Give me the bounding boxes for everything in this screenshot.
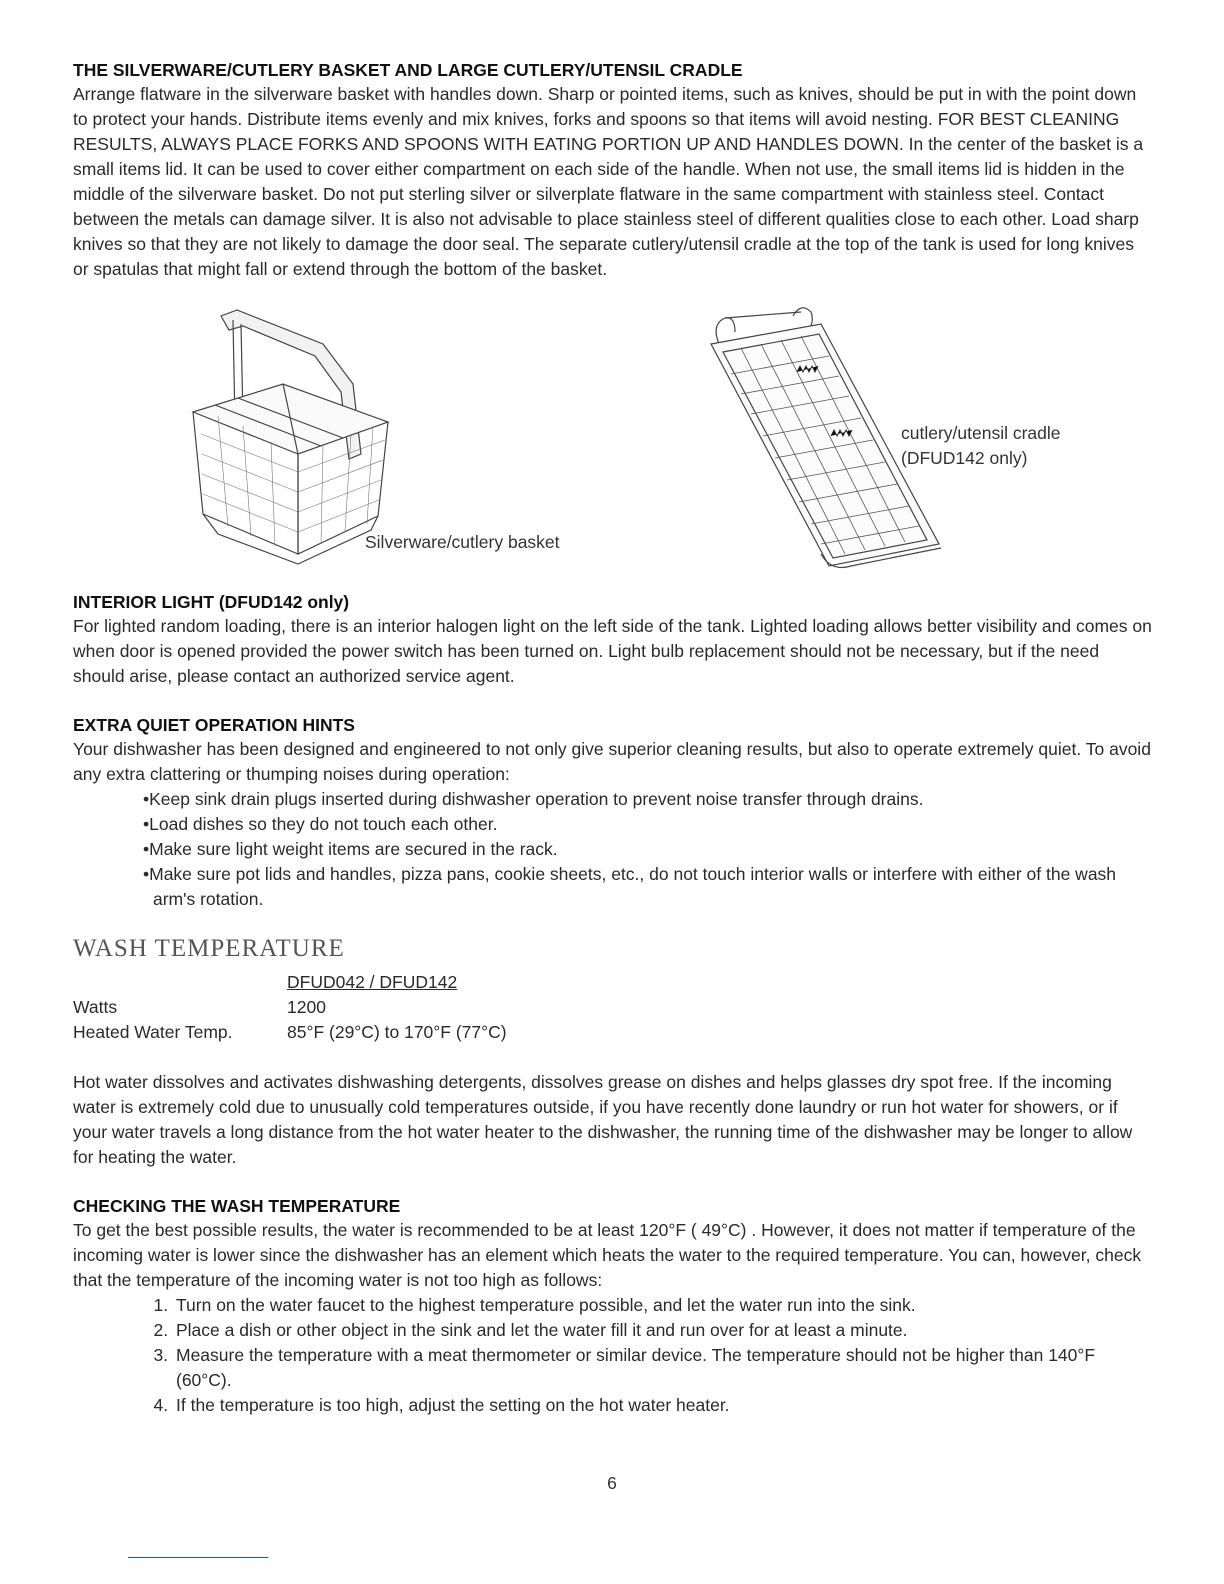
table-row <box>73 1020 507 1045</box>
wash-temperature-text: Hot water dissolves and activates dishwashing detergents, dissolves grease on dishes and helps glasses dry spot free. If the incoming water is extremely cold due to unusually cold temperatures outside, if you have recently done laundry or run hot water for showers, or if your water travels a long distance from the hot water heater to the dishwasher, the running time of the dishwasher may be longer to allow for heating the water. <box>73 1072 1133 1167</box>
list-item: •Keep sink drain plugs inserted during dishwasher operation to prevent noise transfer through drains. <box>143 789 924 809</box>
watts-label: Watts <box>73 997 118 1017</box>
quiet-hints-list <box>73 787 1153 912</box>
cradle-caption-line1: cutlery/utensil cradle <box>901 423 1061 443</box>
silverware-basket-caption: Silverware/cutlery basket <box>365 532 560 552</box>
cutlery-basket-text: Arrange flatware in the silverware basket with handles down. Sharp or pointed items, such as knives, should be put in with the point down to protect your hands. Distribute items evenly and mix knives, forks and spoons so that items will avoid nesting. FOR BEST CLEANING RESULTS, ALWAYS PLACE FORKS AND SPOONS WITH EATING PORTION UP AND HANDLES DOWN. In the center of the basket is a small items lid. It can be used to cover either compartment on each side of the handle. When not use, the small items lid is hidden in the middle of the silverware basket. Do not put sterling silver or silverplate flatware in the same compartment with stainless steel. Contact between the metals can damage silver. It is also not advisable to place stainless steel of different qualities close to each other. Load sharp knives so that they are not likely to damage the door seal. The separate cutlery/utensil cradle at the top of the tank is used for long knives or spatulas that might fall or extend through the bottom of the basket. <box>73 84 1144 279</box>
heated-water-value: 85°F (29°C) to 170°F (77°C) <box>287 1022 507 1042</box>
list-item: 1. Turn on the water faucet to the highest temperature possible, and let the water run into the sink. <box>173 1293 1153 1318</box>
wash-temperature-title: WASH TEMPERATURE <box>73 935 345 962</box>
list-item: 3. Measure the temperature with a meat thermometer or similar device. The temperature should not be higher than 140°F (60°C). <box>173 1343 1153 1393</box>
figures-row <box>73 304 1153 584</box>
list-item: •Make sure pot lids and handles, pizza pans, cookie sheets, etc., do not touch interior walls or interfere with either of the wash arm's rotation. <box>143 864 1117 909</box>
page-number: 6 <box>607 1473 617 1493</box>
list-item: •Load dishes so they do not touch each other. <box>143 814 498 834</box>
temperature-steps-list <box>73 1293 1153 1418</box>
list-item: •Make sure light weight items are secured in the rack. <box>143 839 558 859</box>
list-item: 4. If the temperature is too high, adjust the setting on the hot water heater. <box>173 1393 1153 1418</box>
section-heading-checking-temperature: CHECKING THE WASH TEMPERATURE <box>73 1196 401 1216</box>
interior-light-text: For lighted random loading, there is an interior halogen light on the left side of the tank. Lighted loading allows better visibility and comes on when door is opened provided the power switch has been turned on. Light bulb replacement should not be necessary, but if the need should arise, please contact an authorized service agent. <box>73 616 1152 686</box>
cutlery-cradle-caption <box>901 421 1061 471</box>
section-heading-quiet-operation: EXTRA QUIET OPERATION HINTS <box>73 715 355 735</box>
manual-page <box>73 58 1153 1418</box>
table-row <box>73 970 507 995</box>
section-heading-cutlery-basket: THE SILVERWARE/CUTLERY BASKET AND LARGE CUTLERY/UTENSIL CRADLE <box>73 60 743 80</box>
wash-temperature-spec-table <box>73 970 507 1045</box>
list-item: 2. Place a dish or other object in the sink and let the water fill it and run over for at least a minute. <box>173 1318 1153 1343</box>
quiet-operation-section <box>73 713 1153 912</box>
table-row <box>73 995 507 1020</box>
watts-value: 1200 <box>287 997 326 1017</box>
heated-water-label: Heated Water Temp. <box>73 1022 233 1042</box>
quiet-operation-text: Your dishwasher has been designed and engineered to not only give superior cleaning results, but also to operate extremely quiet. To avoid any extra clattering or thumping noises during operation: <box>73 739 1151 784</box>
interior-light-section <box>73 590 1153 689</box>
cradle-caption-line2: (DFUD142 only) <box>901 448 1028 468</box>
footer-rule <box>128 1557 268 1558</box>
checking-temperature-text: To get the best possible results, the water is recommended to be at least 120°F ( 49°C) . However, it does not matter if temperature of the incoming water is lower since the dishwasher has an element which heats the water to the required temperature. You can, however, check that the temperature of the incoming water is not too high as follows: <box>73 1220 1142 1290</box>
checking-temperature-section <box>73 1194 1153 1418</box>
section-heading-interior-light: INTERIOR LIGHT (DFUD142 only) <box>73 592 350 612</box>
model-header: DFUD042 / DFUD142 <box>287 972 458 992</box>
